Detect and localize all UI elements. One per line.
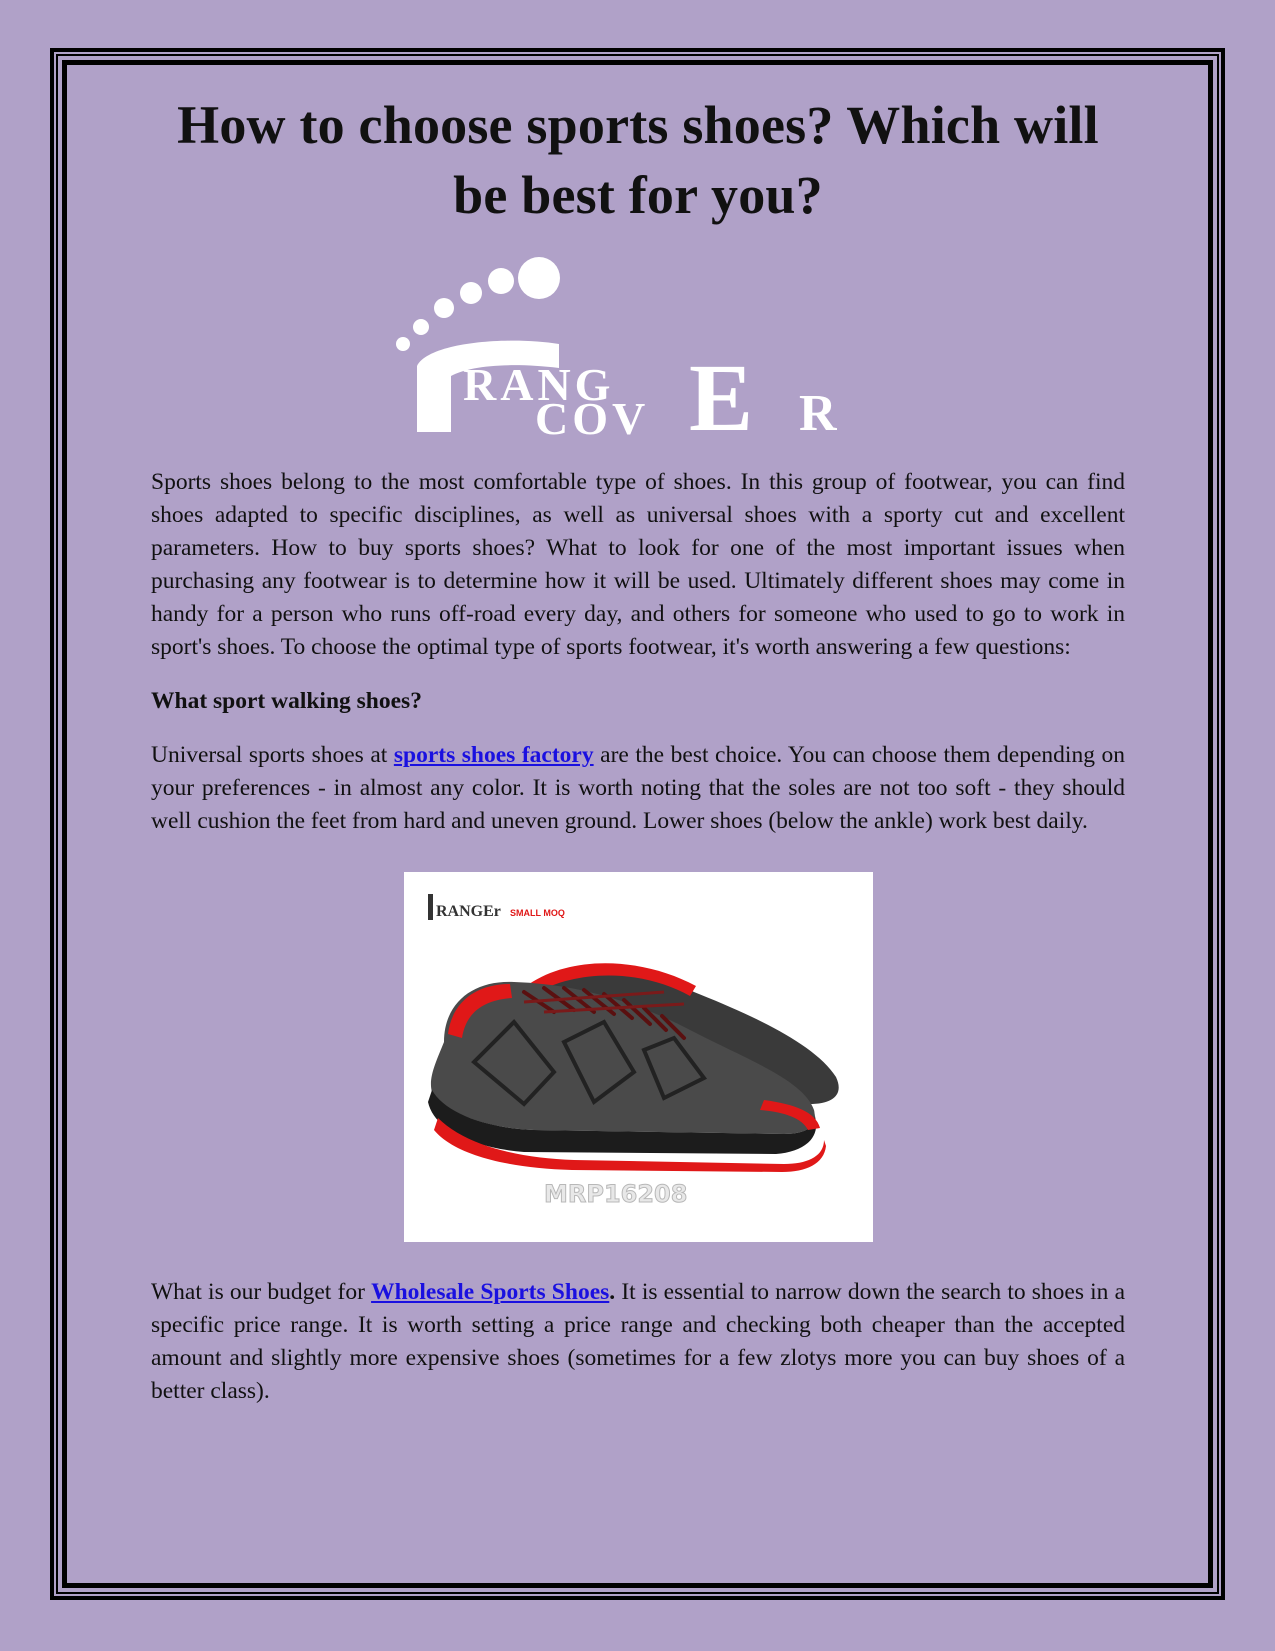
page-title: How to choose sports shoes? Which will be best for you? [177,95,1099,225]
paragraph-budget [151,1276,1125,1408]
svg-text:RANG: RANG [463,359,615,410]
document-body [151,90,1125,1408]
shoe-product-image [404,872,873,1242]
brand-mark-small [428,894,565,920]
paragraph-text: are the best choice. You can choose them depending on your preferences - in almost any color. It is worth noting that the soles are not too soft - they should well cushion the feet from hard and uneven ground. Lower shoes (below the ankle) work best daily. [151,742,1125,834]
link-punctuation: . [609,1279,616,1305]
svg-text:COV: COV [535,393,650,438]
intro-paragraph: Sports shoes belong to the most comfortable type of shoes. In this group of footwear, you can find shoes adapted to specific disciplines, as well as universal shoes with a sporty cut and excellent parameters. How to buy sports shoes? What to look for one of the most important issues when purchasing any footwear is to determine how it will be used. Ultimately different shoes may come in handy for a person who runs off-road every day, and others for someone who used to go to work in sport's shoes. To choose the optimal type of sports footwear, it's worth answering a few questions: [151,469,1125,660]
paragraph-text: Universal sports shoes at [151,742,394,768]
brand-logo [151,248,1125,438]
paragraph-text: What is our budget for [151,1279,372,1305]
wholesale-sports-shoes-link[interactable]: Wholesale Sports Shoes [371,1279,610,1305]
svg-text:RANGEr: RANGEr [435,903,501,920]
sports-shoes-factory-link[interactable]: sports shoes factory [393,742,594,768]
section-heading: What sport walking shoes? [151,688,422,714]
paragraph-text: It is essential to narrow down the search to shoes in a specific price range. It is worth setting a price range and checking both cheaper than the accepted amount and slightly more expensive shoes (sometimes for a few zlotys more you can buy shoes of a better class). [151,1279,1126,1404]
svg-text:E: E [689,344,754,438]
footprint-logo-icon [389,248,869,438]
svg-text:R: R [799,385,837,438]
svg-text:MRP16208: MRP16208 [543,1180,687,1208]
svg-text:SMALL MOQ: SMALL MOQ [509,908,565,918]
running-shoe-icon [404,872,873,1242]
paragraph-walking-shoes [151,739,1125,838]
